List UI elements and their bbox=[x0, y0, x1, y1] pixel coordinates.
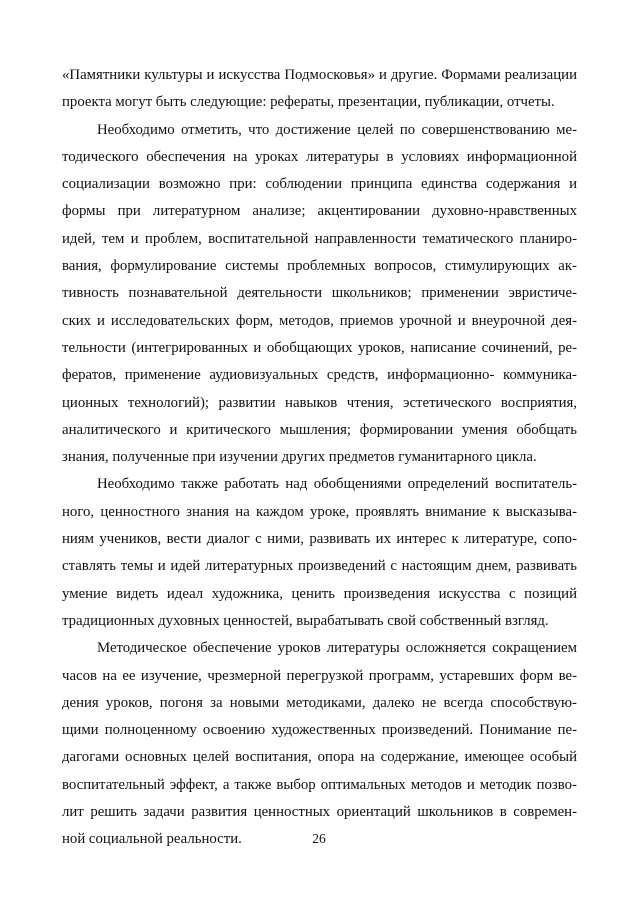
paragraph-first-line: Необходимо также работать над обобщениями определений воспитатель- bbox=[97, 476, 577, 493]
text-line: тельности (интегрированных и обобщающих уроков, написание сочинений, ре- bbox=[62, 339, 577, 356]
text-line: ских и исследовательских форм, методов, приемов урочной и внеурочной дея- bbox=[62, 312, 577, 329]
text-line: ционных технологий); развитии навыков чтения, эстетического восприятия, bbox=[62, 394, 577, 411]
paragraph-first-line: Методическое обеспечение уроков литературы осложняется сокращением bbox=[97, 640, 577, 657]
text-line: лит решить задачи развития ценностных ориентаций школьников в современ- bbox=[62, 804, 577, 821]
text-line: социализации возможно при: соблюдении принципа единства содержания и bbox=[62, 176, 577, 193]
text-line: вания, формулирование системы проблемных вопросов, стимулирующих ак- bbox=[62, 258, 577, 275]
text-line: формы при литературном анализе; акцентировании духовно-нравственных bbox=[62, 203, 577, 220]
text-line: ного, ценностного знания на каждом уроке, проявлять внимание к высказыва- bbox=[62, 503, 577, 520]
paragraph-first-line: Необходимо отметить, что достижение целей по совершенствованию ме- bbox=[97, 121, 577, 138]
text-line: умение видеть идеал художника, ценить произведения искусства с позиций bbox=[62, 585, 577, 602]
page-number: 26 bbox=[312, 831, 326, 846]
text-line: знания, полученные при изучении других предметов гуманитарного цикла. bbox=[62, 449, 537, 466]
text-line: аналитического и критического мышления; формировании умения обобщать bbox=[62, 421, 577, 438]
text-line: идей, тем и проблем, воспитательной направленности тематического планиро- bbox=[62, 230, 577, 247]
text-line: воспитательный эффект, а также выбор оптимальных методов и методик позво- bbox=[62, 776, 577, 793]
text-line: ставлять темы и идей литературных произведений с настоящим днем, развивать bbox=[62, 558, 577, 575]
text-line: «Памятники культуры и искусства Подмосковья» и другие. Формами реализации bbox=[62, 67, 577, 83]
text-line: традиционных духовных ценностей, вырабатывать свой собственный взгляд. bbox=[62, 612, 549, 629]
text-line: щими полноценному освоению художественных произведений. Понимание пе- bbox=[62, 722, 577, 739]
text-line: ниям учеников, вести диалог с ними, развивать их интерес к литературе, сопо- bbox=[62, 531, 577, 548]
text-line: фератов, применение аудиовизуальных средств, информационно- коммуника- bbox=[62, 367, 577, 384]
text-line: часов на ее изучение, чрезмерной перегрузкой программ, устаревших форм ве- bbox=[62, 667, 577, 684]
text-line: дения уроков, погоня за новыми методиками, далеко не всегда способствую- bbox=[62, 694, 577, 711]
text-line: дагогами основных целей воспитания, опора на содержание, имеющее особый bbox=[62, 749, 577, 766]
text-line: тодического обеспечения на уроках литературы в условиях информационной bbox=[62, 148, 577, 165]
text-line: проекта могут быть следующие: рефераты, презентации, публикации, отчеты. bbox=[62, 94, 555, 111]
text-line: тивность познавательной деятельности школьников; применении эвристиче- bbox=[62, 285, 577, 302]
text-line: ной социальной реальности. bbox=[62, 831, 242, 848]
body-text bbox=[62, 62, 577, 854]
